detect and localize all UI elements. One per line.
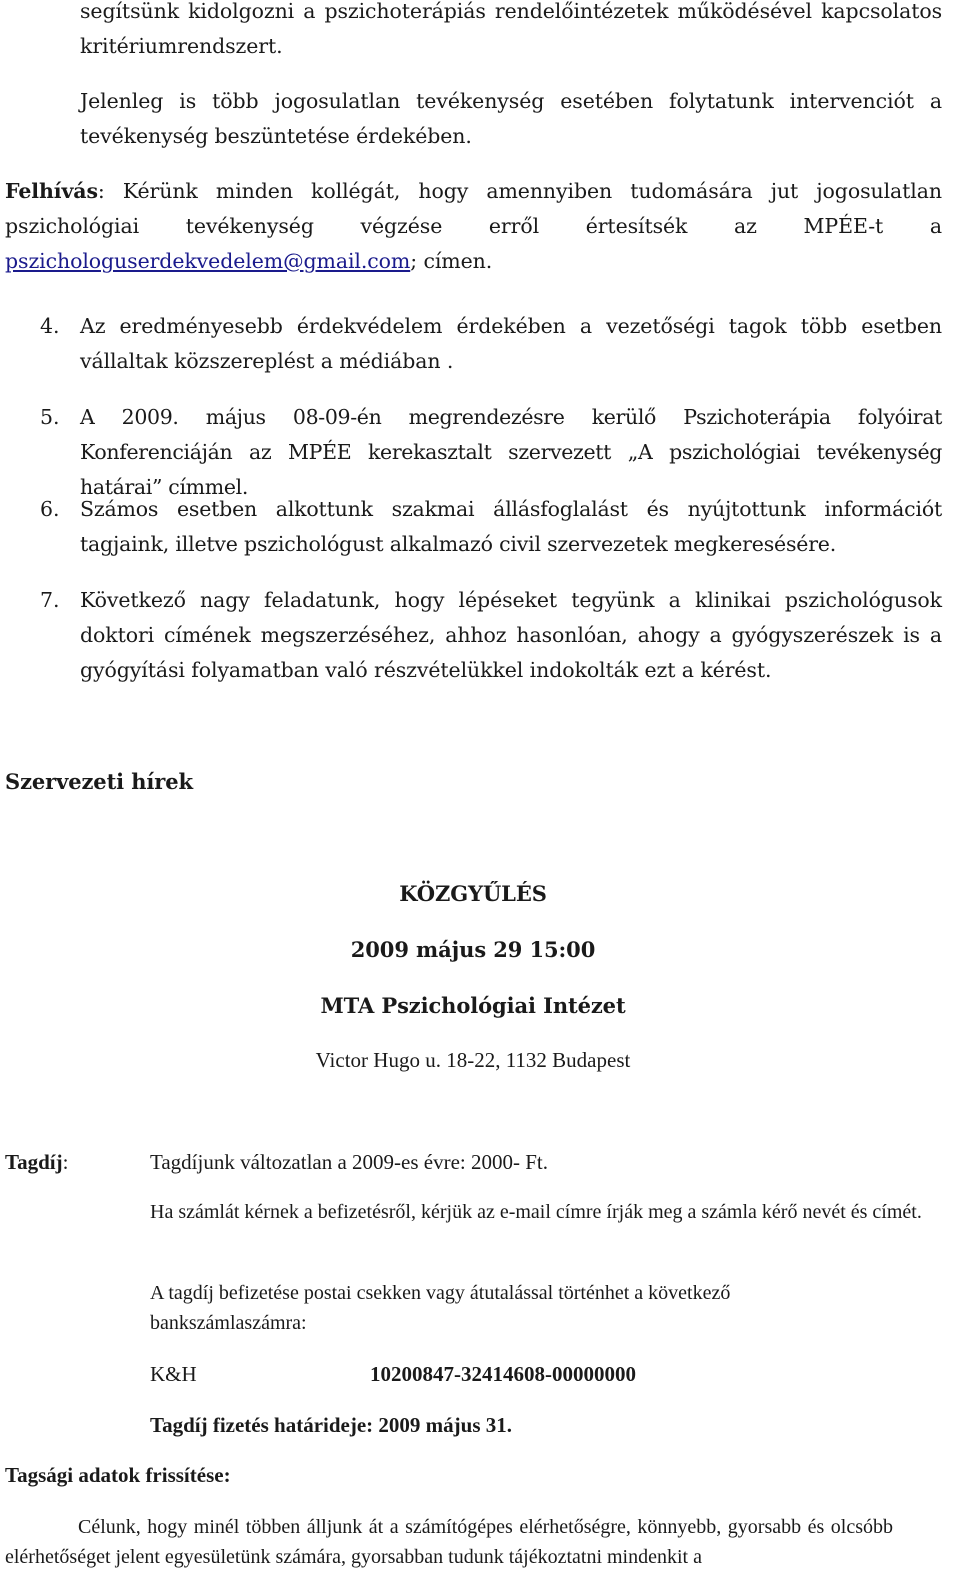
intro-paragraph-2: Jelenleg is több jogosulatlan tevékenység esetében folytatunk intervenciót a tevékenység beszüntetése érdekében. <box>80 89 942 148</box>
assembly-venue: MTA Pszichológiai Intézet <box>320 993 626 1018</box>
bank-account: 10200847-32414608-00000000 <box>370 1362 636 1386</box>
list-item-text: Következő nagy feladatunk, hogy lépéseket tegyünk a klinikai pszichológusok doktori címének megszerzéséhez, ahhoz hasonlóan, ahogy a gyógyszerészek is a gyógyítási folyamatban való részvételükkel indokolták ezt a kérést. <box>80 588 942 682</box>
assembly-date: 2009 május 29 15:00 <box>350 937 596 962</box>
intro-line-1: segítsünk kidolgozni a pszichoterápiás rendelőintézetek működésével kapcsolatos <box>80 0 942 23</box>
bank-name: K&H <box>150 1362 197 1386</box>
fee-label <box>5 1146 68 1178</box>
update-heading: Tagsági adatok frissítése: <box>5 1463 231 1487</box>
list-number: 4. <box>40 314 60 338</box>
intro-line-2: kritériumrendszert. <box>80 34 283 58</box>
assembly-address: Victor Hugo u. 18-22, 1132 Budapest <box>315 1048 631 1072</box>
call-suffix: ; címen. <box>410 249 493 273</box>
assembly-title: KÖZGYŰLÉS <box>399 881 547 906</box>
fee-line-1: Tagdíjunk változatlan a 2009-es évre: 2000- Ft. <box>150 1150 549 1174</box>
email-link[interactable]: pszichologuserdekvedelem@gmail.com <box>5 249 411 273</box>
call-label: Felhívás <box>5 179 98 203</box>
fee-colon: : <box>62 1150 69 1174</box>
call-paragraph <box>5 174 942 279</box>
list-number: 5. <box>40 405 60 429</box>
list-number: 7. <box>40 588 60 612</box>
update-text: Célunk, hogy minél többen álljunk át a számítógépes elérhetőségre, könnyebb, gyorsabb és olcsóbb elérhetőséget jelent egyesületünk számára, gyorsabban tudunk tájékoztatni mindenkit a <box>5 1516 893 1568</box>
news-heading: Szervezeti hírek <box>5 769 193 794</box>
call-text: Kérünk minden kollégát, hogy amennyiben tudomására jut jogosulatlan pszichológiai tevékenység végzése erről értesítsék az MPÉE-t a <box>5 179 942 238</box>
list-item-text: A 2009. május 08-09-én megrendezésre kerülő Pszichoterápia folyóirat Konferenciáján az MPÉE kerekasztalt szervezett „A pszichológiai tevékenység határai” címmel. <box>80 405 942 499</box>
fee-line-3: A tagdíj befizetése postai csekken vagy átutalással történhet a következő bankszámlaszámra: <box>150 1282 731 1334</box>
fee-line-2: Ha számlát kérnek a befizetésről, kérjük az e-mail címre írják meg a számla kérő nevét és címét. <box>150 1201 922 1223</box>
list-item-text: Az eredményesebb érdekvédelem érdekében a vezetőségi tagok több esetben vállaltak közszereplést a médiában . <box>80 314 942 373</box>
list-item-text: Számos esetben alkottunk szakmai állásfoglalást és nyújtottunk információt tagjaink, illetve pszichológust alkalmazó civil szervezetek megkeresésére. <box>80 497 942 556</box>
fee-label-text: Tagdíj <box>5 1150 63 1174</box>
list-number: 6. <box>40 497 60 521</box>
call-colon: : <box>97 179 105 203</box>
fee-deadline: Tagdíj fizetés határideje: 2009 május 31. <box>150 1413 513 1437</box>
